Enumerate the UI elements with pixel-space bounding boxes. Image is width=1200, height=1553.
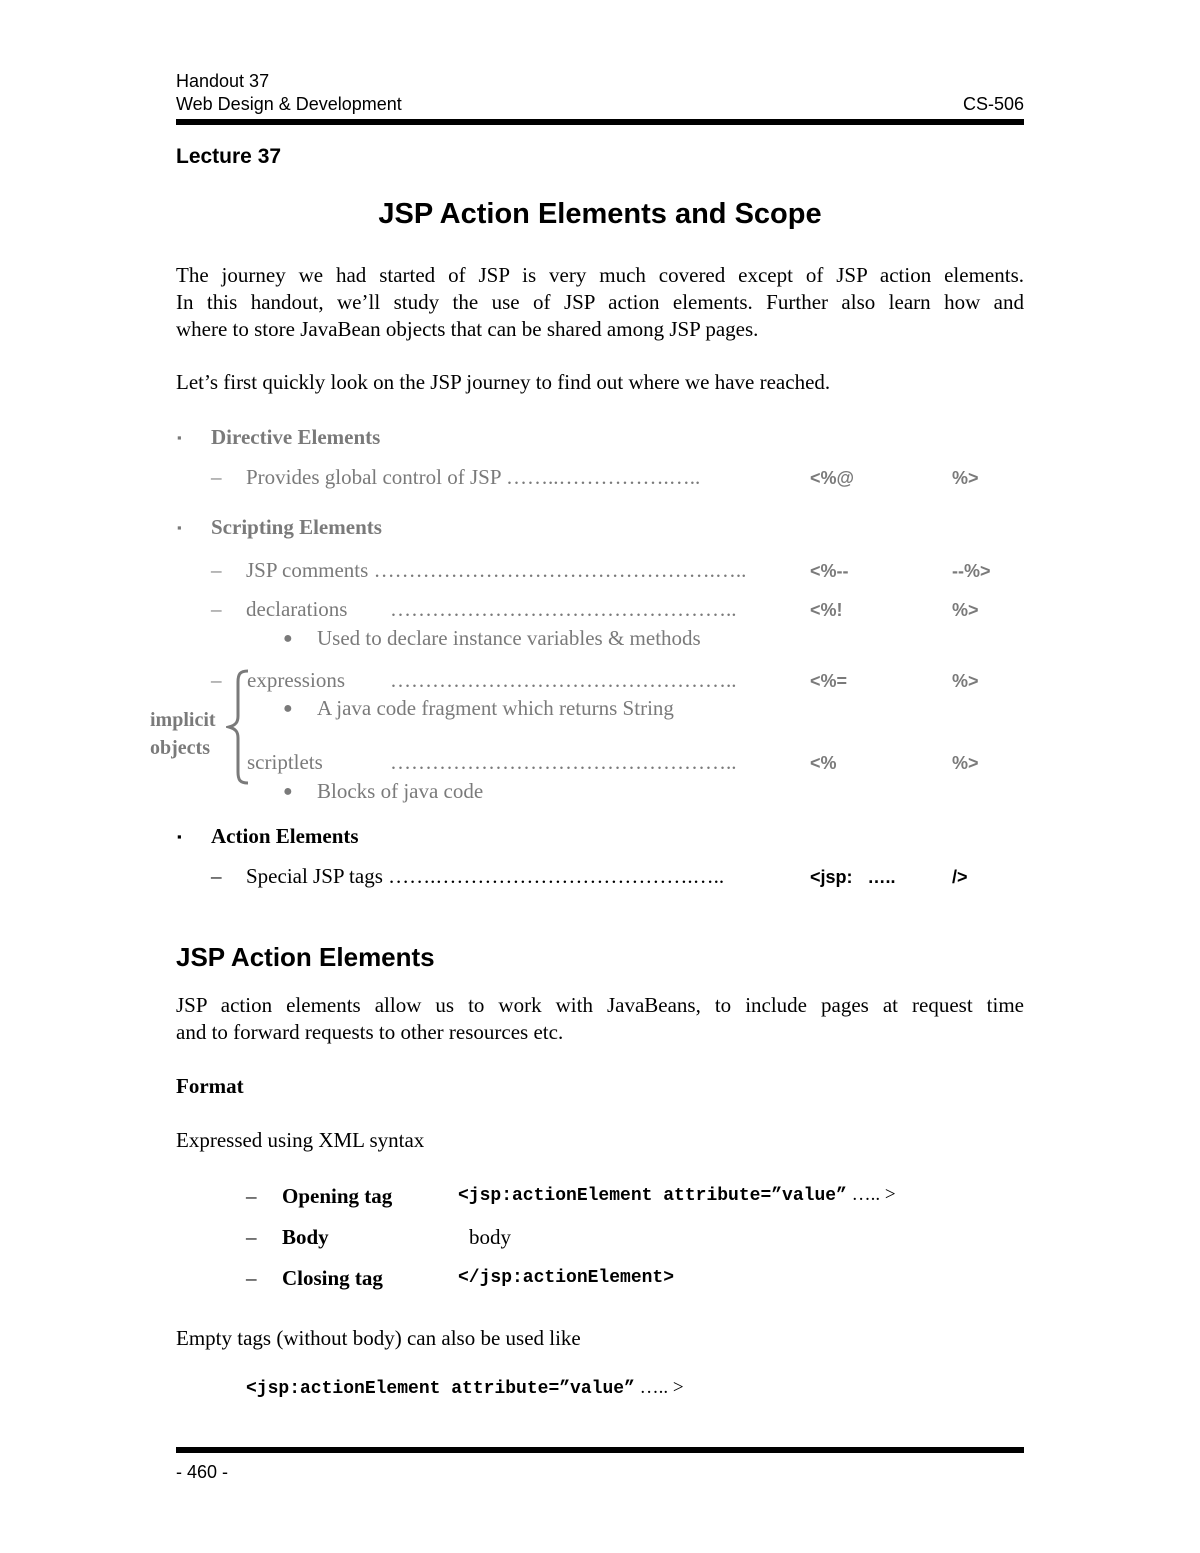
- dot-bullet-icon: ●: [283, 783, 293, 800]
- scriptlets-note: Blocks of java code: [317, 779, 484, 803]
- dash-icon: –: [211, 597, 222, 621]
- expressions-note: A java code fragment which returns String: [317, 696, 674, 720]
- dash-icon: –: [211, 558, 222, 582]
- leader-dots: …….……………………………….…..: [388, 864, 725, 888]
- dash-icon: –: [246, 1266, 257, 1290]
- implicit-label-line-1: implicit: [150, 709, 216, 731]
- leader-dots: …………………………………………..: [390, 668, 737, 692]
- action-item-label: Special JSP tags: [246, 864, 383, 888]
- body-value: body: [469, 1225, 511, 1249]
- directive-item-label: Provides global control of JSP: [246, 465, 501, 489]
- bullet-icon: ▪: [177, 829, 182, 844]
- recap-sentence: Let’s first quickly look on the JSP journey to find out where we have reached.: [176, 370, 831, 394]
- section-line-2: and to forward requests to other resources etc.: [176, 1020, 564, 1044]
- closing-tag-label: Closing tag: [282, 1266, 383, 1290]
- opening-tag-code: [458, 1184, 896, 1206]
- closing-tag-code: </jsp:actionElement>: [458, 1268, 675, 1288]
- dash-icon: –: [246, 1225, 257, 1249]
- declarations-label: declarations: [246, 597, 348, 621]
- directive-heading: Directive Elements: [211, 425, 381, 449]
- scriptlets-open-token: <%: [810, 753, 837, 773]
- dash-icon: –: [211, 668, 222, 692]
- implicit-label-line-2: objects: [150, 737, 210, 759]
- dot-bullet-icon: ●: [283, 700, 293, 717]
- empty-tag-syntax: <jsp:actionElement attribute=”value”: [246, 1379, 635, 1399]
- bullet-icon: ▪: [177, 520, 182, 535]
- section-line-1: JSP action elements allow us to work with JavaBeans, to include pages at request time: [176, 993, 1024, 1017]
- empty-tag-example: [246, 1377, 684, 1399]
- comments-close-token: --%>: [952, 561, 991, 581]
- section-heading: JSP Action Elements: [176, 942, 435, 972]
- dash-icon: –: [246, 1184, 257, 1208]
- comments-label: JSP comments: [246, 558, 369, 582]
- format-intro: Expressed using XML syntax: [176, 1128, 425, 1152]
- comments-open-token: <%--: [810, 561, 849, 581]
- directive-close-token: %>: [952, 468, 979, 488]
- format-heading: Format: [176, 1074, 244, 1098]
- dash-icon: –: [211, 465, 222, 489]
- action-item: [246, 864, 724, 889]
- scriptlets-label: scriptlets: [247, 750, 323, 774]
- section-paragraph: [176, 992, 1024, 1046]
- scriptlets-close-token: %>: [952, 753, 979, 773]
- leader-dots: …………………………………………..: [390, 597, 737, 621]
- bullet-icon: ▪: [177, 430, 182, 445]
- footer-rule: [176, 1447, 1024, 1453]
- intro-line-2: In this handout, we’ll study the use of JSP action elements. Further also learn how and: [176, 290, 1024, 314]
- dot-bullet-icon: ●: [283, 630, 293, 647]
- page-number: - 460 -: [176, 1462, 229, 1482]
- comments-item: [246, 558, 746, 583]
- intro-line-1: The journey we had started of JSP is very much covered except of JSP action elements.: [176, 263, 1024, 287]
- expressions-open-token: <%=: [810, 671, 848, 691]
- expressions-close-token: %>: [952, 671, 979, 691]
- handout-number: Handout 37: [176, 71, 270, 91]
- leader-dots: ……..…………….…..: [505, 465, 701, 489]
- header-rule: [176, 119, 1024, 125]
- declarations-note: Used to declare instance variables & methods: [317, 626, 701, 650]
- declarations-close-token: %>: [952, 600, 979, 620]
- dash-icon: –: [211, 864, 222, 888]
- leader-dots: …………………………………………..: [390, 750, 737, 774]
- action-open-token: <jsp: …..: [810, 867, 896, 887]
- intro-line-3: where to store JavaBean objects that can be shared among JSP pages.: [176, 317, 759, 341]
- opening-tag-syntax: <jsp:actionElement attribute=”value”: [458, 1186, 847, 1206]
- course-title: Web Design & Development: [176, 94, 402, 114]
- action-heading: Action Elements: [211, 824, 359, 848]
- declarations-open-token: <%!: [810, 600, 843, 620]
- lecture-label: Lecture 37: [176, 145, 282, 168]
- implicit-objects-label: [150, 706, 216, 762]
- page-title: JSP Action Elements and Scope: [378, 198, 822, 230]
- opening-tag-tail: ….. >: [846, 1184, 896, 1205]
- expressions-label: expressions: [247, 668, 345, 692]
- intro-paragraph: [176, 262, 1024, 343]
- directive-open-token: <%@: [810, 468, 855, 488]
- body-label: Body: [282, 1225, 329, 1249]
- opening-tag-label: Opening tag: [282, 1184, 393, 1208]
- directive-item: [246, 465, 700, 490]
- course-code: CS-506: [962, 94, 1024, 114]
- scripting-heading: Scripting Elements: [211, 515, 382, 539]
- leader-dots: ………………………………………….…..: [373, 558, 747, 582]
- empty-tags-intro: Empty tags (without body) can also be used like: [176, 1326, 581, 1350]
- empty-tag-tail: ….. >: [634, 1377, 684, 1398]
- action-close-token: />: [952, 867, 968, 887]
